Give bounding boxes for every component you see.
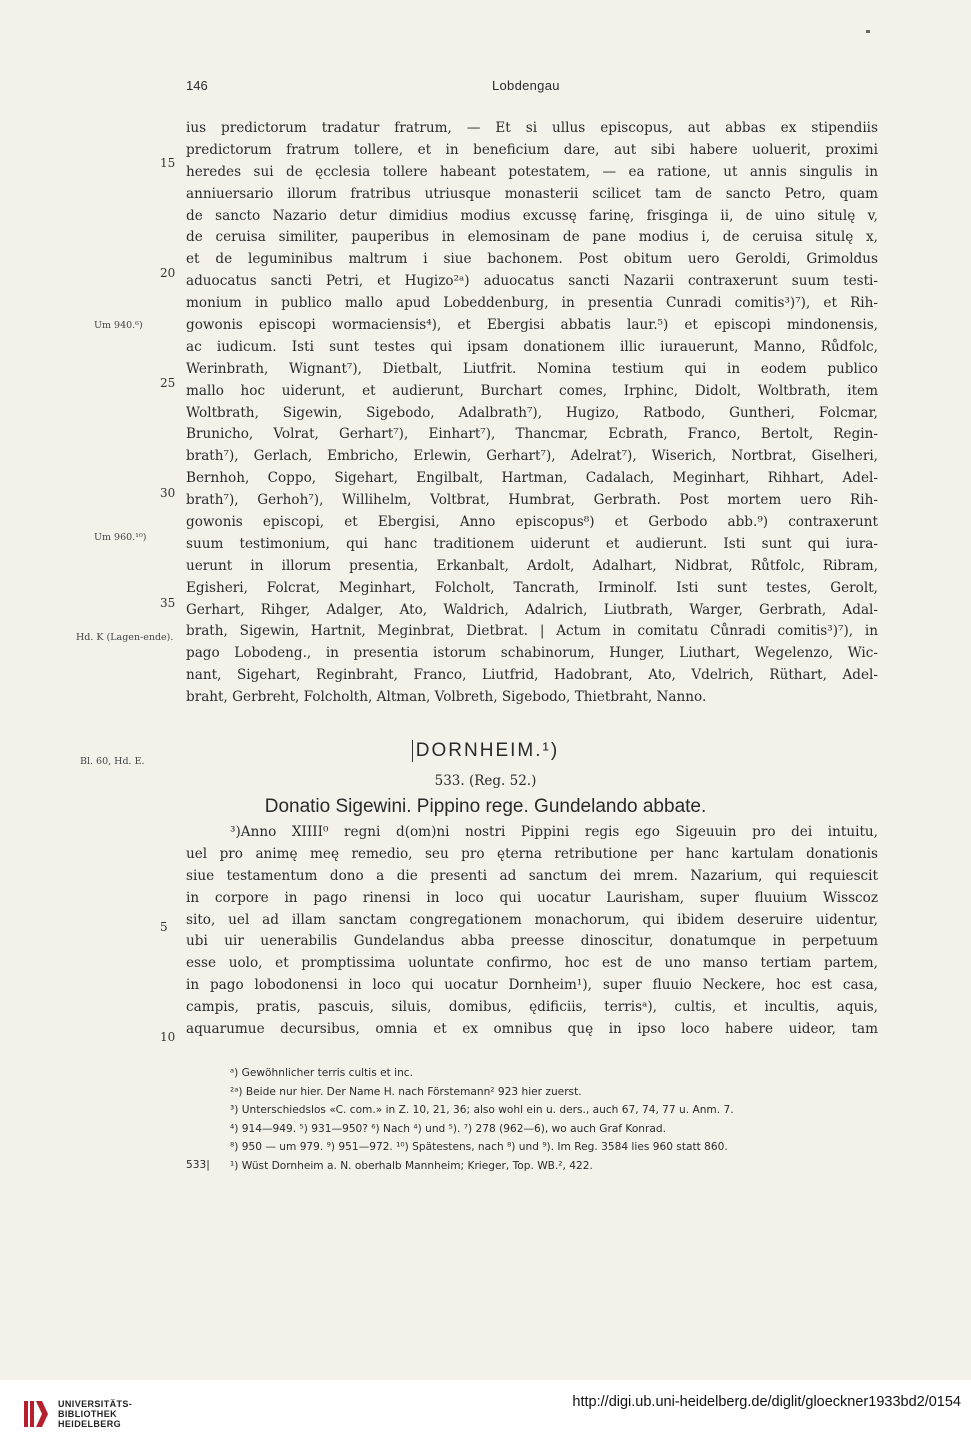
charter-text-block: [186, 118, 878, 709]
library-logo-icon: [22, 1398, 52, 1430]
text-line: Gerhart, Rihger, Adalger, Ato, Waldrich, Adalrich, Liutbrath, Warger, Gerbrath, Adal-: [186, 601, 878, 618]
text-line: Werinbrath, Wignant⁷), Dietbalt, Liutfrit. Nomina testium qui in eodem publico: [186, 360, 878, 377]
footnote: ᵃ) Gewöhnlicher terris cultis et inc.: [230, 1067, 413, 1079]
footnotes: [230, 1064, 878, 1175]
text-line: heredes sui de ęcclesia tollere habeant potestatem, — ea ratione, ut annis singulis in: [186, 163, 878, 180]
text-line: ac iudicum. Isti sunt testes qui ipsam donationem illic iurauerunt, Manno, Růdfolc,: [186, 338, 878, 355]
page-header: [0, 78, 971, 98]
text-line: gowonis episcopi wormaciensis⁴), et Ebergisi abbatis laur.⁵) et episcopi mindonensis,: [186, 317, 878, 334]
line-number: 15: [160, 156, 176, 170]
source-url-link[interactable]: http://digi.ub.uni-heidelberg.de/diglit/gloeckner1933bd2/0154: [572, 1394, 961, 1410]
text-line: de ceruisa similiter, pauperibus in elemosinam de pane modius i, de ceruisa situlę x,: [186, 229, 878, 246]
heading-bar: [412, 740, 413, 762]
margin-note-manuscript: Hd. K (Lagen-ende).: [76, 632, 174, 643]
page-number: 146: [186, 78, 208, 93]
text-line: Egisheri, Folcrat, Meginhart, Folcholt, Tancrath, Irminolf. Isti sunt testes, Gerolt,: [186, 579, 878, 596]
line-number: 35: [160, 596, 176, 610]
text-line: campis, pratis, pascuis, siluis, domibus, ędificiis, terrisᵃ), cultis, et incultis, aquis,: [186, 999, 878, 1016]
text-line: Woltbrath, Sigewin, Sigebodo, Adalbrath⁷), Hugizo, Ratbodo, Guntheri, Folcmar,: [186, 404, 878, 421]
text-line: monium in publico mallo apud Lobeddenburg, in presentia Cunradi comitis³)⁷), et Rih-: [186, 295, 878, 312]
margin-note-date: Um 940.⁶): [94, 320, 143, 331]
text-line: ius predictorum tradatur fratrum, — Et si ullus episcopus, aut abbas ex stipendiis: [186, 120, 878, 136]
text-line: sito, uel ad illam sanctam congregationem monachorum, qui ibidem deseruire uidentur,: [186, 911, 878, 928]
section-heading: [0, 740, 971, 762]
line-number: 25: [160, 376, 176, 390]
footnote: ²ᵃ) Beide nur hier. Der Name H. nach Förstemann² 923 hier zuerst.: [230, 1085, 582, 1098]
margin-note-date: Um 960.¹⁰): [94, 532, 147, 543]
text-line: Bernhoh, Coppo, Sigehart, Engilbalt, Hartman, Cadalach, Meginhart, Rihhart, Adel-: [186, 470, 878, 487]
text-line: et de leguminibus maltrum i siue bachonem. Post obitum uero Geroldi, Grimoldus: [186, 251, 878, 268]
library-footer: [0, 1380, 971, 1453]
text-line: brath, Sigewin, Hartnit, Meginbrat, Dietbrat. | Actum in comitatu Cůnradi comitis³)⁷), in: [186, 623, 878, 640]
text-line: uel pro animę meę remedio, seu pro ęterna retributione per hanc kartulam donationis: [186, 845, 878, 862]
text-line: in corpore in pago rinensi in loco qui uocatur Laurisham, super fluuium Wisscoz: [186, 889, 878, 906]
text-line: brath⁷), Gerlach, Embricho, Erlewin, Gerhart⁷), Adelrat⁷), Wiserich, Nortbrat, Giselheri,: [186, 448, 878, 465]
text-line: siue testamentum dono a die presenti ad sanctum dei mrem. Nazarium, qui requiescit: [186, 867, 878, 884]
line-number: 10: [160, 1030, 176, 1044]
footnote: ⁴) 914—949. ⁵) 931—950? ⁶) Nach ⁴) und ⁵). ⁷) 278 (962—6), wo auch Graf Konrad.: [230, 1122, 666, 1135]
text-line: esse uolo, et promptissima uoluntate confirmo, hoc est de uno manso tertiam partem,: [186, 955, 878, 972]
line-number: 5: [160, 920, 168, 934]
document-title: Donatio Sigewini. Pippino rege. Gundelando abbate.: [264, 796, 707, 817]
library-name: [58, 1399, 132, 1429]
text-line: anniuersario illorum fratribus utriusque monasterii scilicet tam de sancto Petro, quam: [186, 185, 878, 202]
library-name-line: HEIDELBERG: [58, 1419, 122, 1429]
text-line: nant, Sigehart, Reginbraht, Franco, Liutfrid, Hadobrant, Ato, Vdelrich, Rüthart, Adel-: [186, 667, 878, 684]
text-line: aduocatus sancti Petri, et Hugizo²ᵃ) aduocatus sancti Nazarii contraxerunt suum testi-: [186, 273, 878, 290]
footnote: ¹) Wüst Dornheim a. N. oberhalb Mannheim; Krieger, Top. WB.², 422.: [230, 1159, 593, 1172]
running-title: Lobdengau: [492, 78, 560, 93]
text-line: aquarumue decursibus, omnia et ex omnibus quę in ipso loco habere uideor, tam: [186, 1021, 878, 1038]
text-line: pago Lobodeng., in presentia istorum schabinorum, Hunger, Liuthart, Wegelenzo, Wic-: [186, 645, 878, 662]
text-line: uerunt in illorum presentia, Erkanbalt, Ardolt, Adalhart, Nidbrat, Růtfolc, Ribram,: [186, 557, 878, 574]
text-line: ubi uir uenerabilis Gundelandus abba preesse dinoscitur, donatumque in perpetuum: [186, 933, 878, 950]
footnote: ³) Unterschiedslos «C. com.» in Z. 10, 21, 36; also wohl ein u. ders., auch 67, 74, 77 u. Anm. 7.: [230, 1104, 734, 1116]
text-line: in pago lobodonensi in loco qui uocatur Dornheim¹), super fluuio Neckere, hoc est casa,: [186, 977, 878, 994]
text-line: de sancto Nazario detur dimidius modius excussę farinę, frisginga ii, de uino situlę v,: [186, 207, 878, 224]
margin-note-folio: Bl. 60, Hd. E.: [80, 756, 145, 767]
donation-text-block: [186, 822, 878, 1041]
text-line: brath⁷), Gerhoh⁷), Willihelm, Voltbrat, Humbrat, Gerbrath. Post mortem uero Rih-: [186, 492, 878, 509]
text-line: braht, Gerbreht, Folcholth, Altman, Volbreth, Sigebodo, Thietbraht, Nanno.: [186, 689, 707, 706]
text-line: gowonis episcopi, et Ebergisi, Anno episcopus⁸) et Gerbodo abb.⁹) contraxerunt: [186, 514, 878, 531]
scan-speck: [866, 30, 870, 33]
line-number: 30: [160, 486, 176, 500]
document-marker: 533|: [186, 1159, 210, 1171]
library-name-line: UNIVERSITÄTS-: [58, 1399, 133, 1409]
text-line: mallo hoc uiderunt, et audierunt, Burchart comes, Irphinc, Didolt, Woltbrath, item: [186, 382, 878, 399]
text-line: suum testimonium, qui hanc traditionem uiderunt et audierunt. Isti sunt qui iura-: [186, 535, 878, 552]
document-number: 533. (Reg. 52.): [434, 773, 537, 789]
place-heading: DORNHEIM.¹): [415, 740, 560, 762]
line-number: 20: [160, 266, 176, 280]
text-line: predictorum fratrum tollere, et in beneficium dare, aut sibi habere uoluerit, proximi: [186, 141, 878, 158]
footnote: ⁸) 950 — um 979. ⁹) 951—972. ¹⁰) Spätestens, nach ⁸) und ⁹). Im Reg. 3584 lies 960 statt 860.: [230, 1141, 728, 1153]
library-name-line: BIBLIOTHEK: [58, 1409, 117, 1419]
text-line: ³)Anno XIIII⁰ regni d(om)ni nostri Pippini regis ego Sigeuuin pro dei intuitu,: [230, 824, 878, 840]
text-line: Brunicho, Volrat, Gerhart⁷), Einhart⁷), Thancmar, Ecbrath, Franco, Bertolt, Regin-: [186, 426, 878, 443]
